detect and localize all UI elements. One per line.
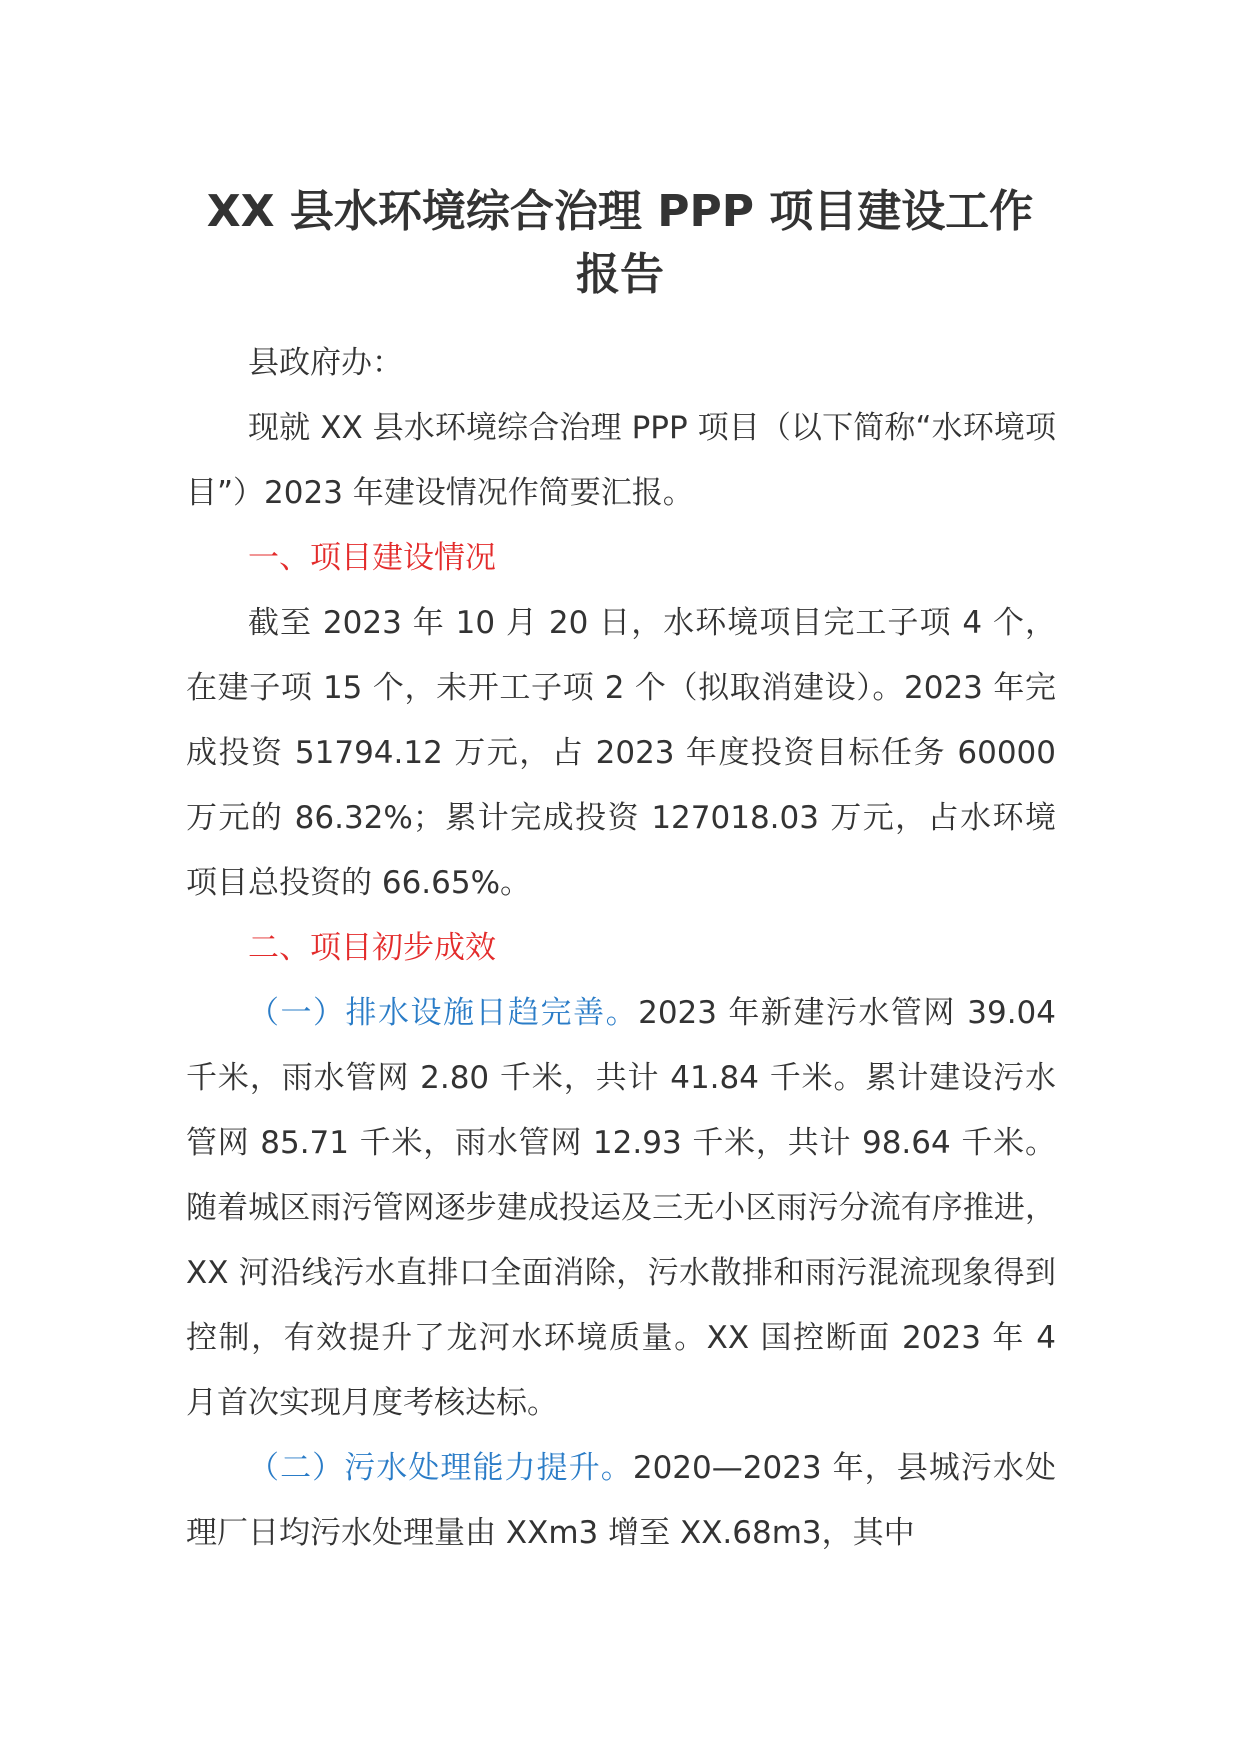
item-2-text: 2020—2023 年，县城污水处理厂日均污水处理量由 XXm3 增至 XX.68m3，其中 [186, 1450, 1056, 1551]
item-1-text: 2023 年新建污水管网 39.04 千米，雨水管网 2.80 千米，共计 41.84 千米。累计建设污水管网 85.71 千米，雨水管网 12.93 千米，共计 98.64 千米。随着城区雨污管网逐步建成投运及三无小区雨污分流有序推进，XX 河沿线污水直排口全面消除，污水散排和雨污混流现象得到控制，有效提升了龙河水环境质量。XX 国控断面 2023 年 4 月首次实现月度考核达标。 [186, 995, 1066, 1421]
document-body [186, 331, 1066, 1566]
section-2-item-2 [186, 1436, 1056, 1566]
intro-paragraph: 现就 XX 县水环境综合治理 PPP 项目（以下简称“水环境项目”）2023 年建设情况作简要汇报。 [186, 410, 1056, 511]
section-heading-1: 一、项目建设情况 [248, 540, 496, 576]
section-heading-2: 二、项目初步成效 [248, 930, 496, 966]
title-line-1: XX 县水环境综合治理 PPP 项目建设工作 [206, 186, 1034, 237]
item-1-lead: （一）排水设施日趋完善。 [248, 995, 639, 1031]
greeting: 县政府办： [248, 345, 403, 381]
title-line-2: 报告 [576, 249, 664, 300]
section-2-item-1 [186, 981, 1066, 1436]
document-title [185, 180, 1055, 306]
section-1-paragraph: 截至 2023 年 10 月 20 日，水环境项目完工子项 4 个，在建子项 15 个，未开工子项 2 个（拟取消建设）。2023 年完成投资 51794.12 万元，占 2023 年度投资目标任务 60000 万元的 86.32%；累计完成投资 127018.03 万元，占水环境项目总投资的 66.65%。 [186, 605, 1066, 901]
item-2-lead: （二）污水处理能力提升。 [248, 1450, 633, 1486]
